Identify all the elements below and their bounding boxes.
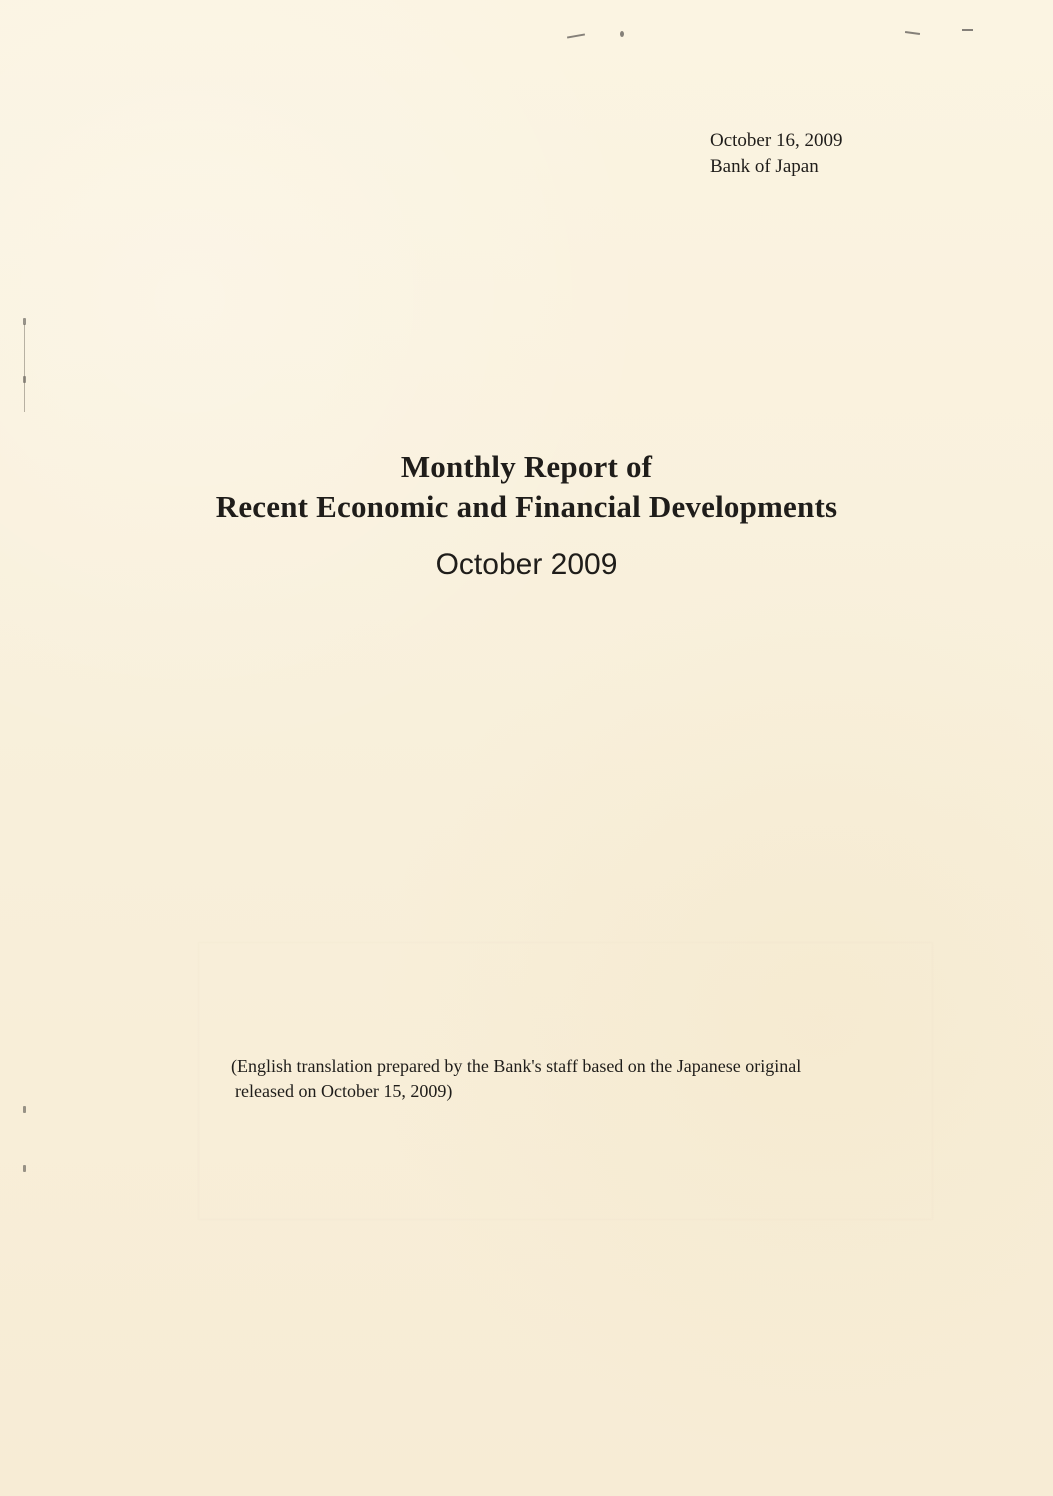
faint-line [223, 1015, 908, 1043]
faint-line [223, 1127, 908, 1155]
binding-hole-mark [23, 376, 26, 383]
faint-line [223, 959, 908, 987]
report-title-block [0, 447, 1053, 585]
binding-hole-mark [23, 1165, 26, 1172]
report-month: October 2009 [435, 548, 618, 581]
faint-line [223, 987, 908, 1015]
report-title-line-2: Recent Economic and Financial Developments [215, 489, 838, 524]
scan-mark [620, 31, 624, 37]
translation-note [231, 1054, 911, 1104]
binding-hole-mark [23, 1106, 26, 1113]
scan-mark [905, 31, 920, 35]
issuer-name: Bank of Japan [710, 156, 819, 177]
binding-hole-mark [23, 318, 26, 325]
scan-mark [567, 33, 585, 38]
report-date: October 16, 2009 [710, 130, 843, 151]
binding-line [24, 324, 25, 412]
date-issuer-block [710, 128, 950, 180]
scan-mark [962, 29, 973, 31]
translation-note-line-2: released on October 15, 2009) [235, 1081, 453, 1101]
report-title-line-1: Monthly Report of [400, 449, 653, 484]
translation-note-line-1: (English translation prepared by the Bank's staff based on the Japanese original [231, 1056, 802, 1076]
